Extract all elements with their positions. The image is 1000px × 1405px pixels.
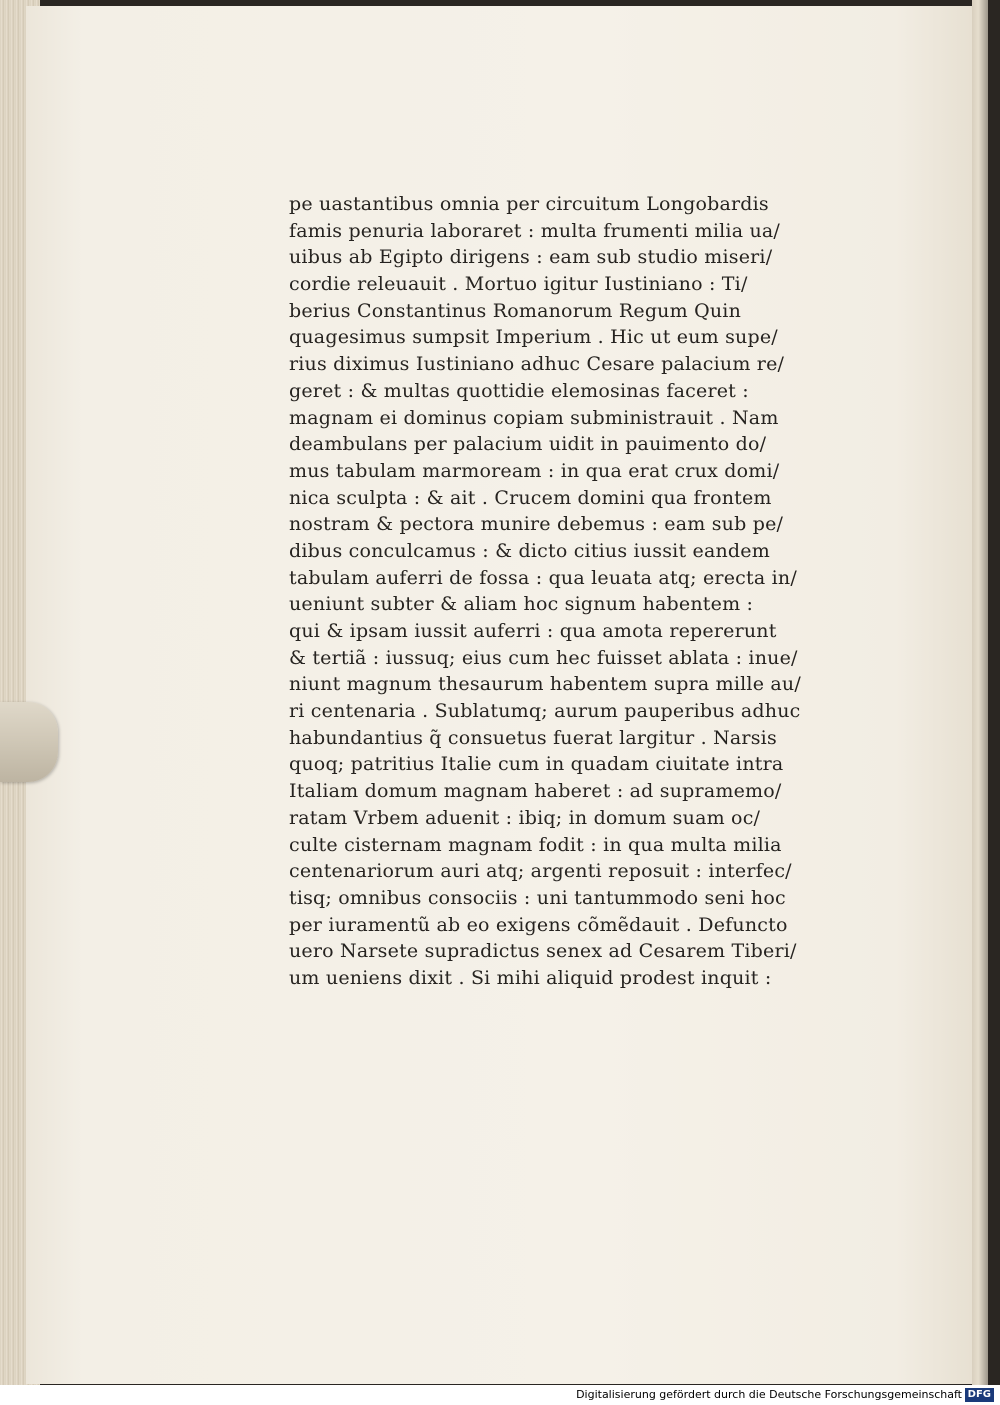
- text-line: centenariorum auri atq; argenti reposuit : interfec/: [289, 860, 792, 883]
- text-line: ratam Vrbem aduenit : ibiq; in domum suam oc/: [289, 806, 761, 829]
- text-line: niunt magnum thesaurum habentem supra mille au/: [289, 673, 801, 696]
- text-line: pe uastantibus omnia per circuitum Longobardis: [289, 193, 769, 215]
- text-line: & tertiã : iussuq; eius cum hec fuisset ablata : inue/: [289, 646, 798, 669]
- text-line: um ueniens dixit . Si mihi aliquid prodest inquit :: [289, 966, 772, 989]
- text-line: uero Narsete supradictus senex ad Cesarem Tiberi/: [289, 940, 797, 963]
- text-line: berius Constantinus Romanorum Regum Quin: [289, 299, 742, 322]
- page-right-edge: [972, 0, 988, 1385]
- text-line: ueniunt subter & aliam hoc signum habentem :: [289, 593, 754, 616]
- text-line: tabulam auferri de fossa : qua leuata atq; erecta in/: [289, 566, 797, 589]
- text-line: culte cisternam magnam fodit : in qua multa milia: [289, 833, 782, 856]
- text-line: deambulans per palacium uidit in pauimento do/: [289, 433, 767, 456]
- text-line: magnam ei dominus copiam subministrauit . Nam: [289, 406, 779, 429]
- text-line: rius diximus Iustiniano adhuc Cesare palacium re/: [289, 353, 785, 376]
- footer-bar: [0, 1385, 1000, 1405]
- page-clip: [0, 702, 58, 782]
- text-line: nostram & pectora munire debemus : eam sub pe/: [289, 513, 784, 536]
- text-line: ri centenaria . Sublatumq; aurum pauperibus adhuc: [289, 700, 801, 723]
- text-line: famis penuria laboraret : multa frumenti milia ua/: [289, 219, 781, 242]
- text-line: quoq; patritius Italie cum in quadam ciuitate intra: [289, 753, 784, 776]
- text-line: dibus conculcamus : & dicto citius iussit eandem: [289, 539, 770, 562]
- text-line: habundantius q̃ consuetus fuerat largitur . Narsis: [289, 726, 777, 749]
- text-line: nica sculpta : & ait . Crucem domini qua frontem: [289, 486, 772, 509]
- text-line: qui & ipsam iussit auferri : qua amota repererunt: [289, 620, 777, 642]
- text-line: quagesimus sumpsit Imperium . Hic ut eum supe/: [289, 326, 778, 349]
- text-block: [289, 191, 819, 992]
- text-line: tisq; omnibus consociis : uni tantummodo seni hoc: [289, 886, 786, 909]
- dfg-logo: DFG: [965, 1388, 994, 1402]
- text-line: per iuramentũ ab eo exigens cõmẽdauit . Defuncto: [289, 913, 788, 936]
- funding-credit: Digitalisierung gefördert durch die Deutsche Forschungsgemeinschaft: [576, 1388, 962, 1401]
- text-line: Italiam domum magnam haberet : ad supramemo/: [289, 780, 782, 803]
- text-line: mus tabulam marmoream : in qua erat crux domi/: [289, 459, 780, 482]
- text-line: uibus ab Egipto dirigens : eam sub studio miseri/: [289, 246, 773, 269]
- text-line: geret : & multas quottidie elemosinas faceret :: [289, 379, 749, 402]
- text-line: cordie releuauit . Mortuo igitur Iustiniano : Ti/: [289, 273, 748, 296]
